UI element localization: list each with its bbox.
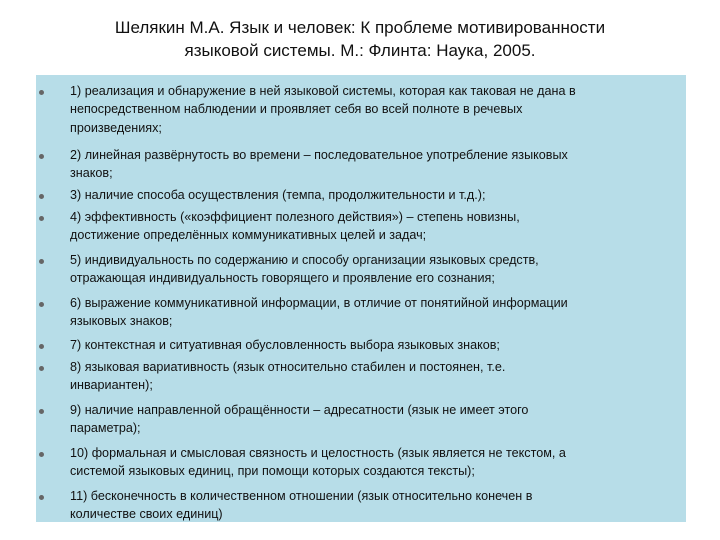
list-item-line: 1) реализация и обнаружение в ней языковой системы, которая как таковая не дана в xyxy=(70,84,576,98)
list-item-line: 6) выражение коммуникативной информации, в отличие от понятийной информации xyxy=(70,296,568,310)
list-item-line: 5) индивидуальность по содержанию и способу организации языковых средств, xyxy=(70,253,539,267)
bullet-dot xyxy=(39,409,44,414)
title-line-1: Шелякин М.А. Язык и человек: К проблеме мотивированности xyxy=(114,18,606,37)
list-item-text xyxy=(70,208,680,245)
list-item-line: языковых знаков; xyxy=(70,314,173,329)
bullet-dot xyxy=(39,154,44,159)
list-item-text xyxy=(70,487,680,524)
list-item-text xyxy=(70,294,680,331)
list-item xyxy=(70,487,680,524)
list-item-line: 4) эффективность («коэффициент полезного действия») – степень новизны, xyxy=(70,210,520,224)
bullet-dot xyxy=(39,366,44,371)
list-item xyxy=(70,401,680,438)
list-item-text xyxy=(70,146,680,183)
list-item-line: 10) формальная и смысловая связность и целостность (язык является не текстом, а xyxy=(70,446,566,460)
list-item-text xyxy=(70,251,680,288)
bullet-dot xyxy=(39,194,44,199)
slide-title xyxy=(60,16,660,62)
list-item-line: 2) линейная развёрнутость во времени – последовательное употребление языковых xyxy=(70,148,568,162)
list-item xyxy=(70,358,680,395)
list-item xyxy=(70,186,680,204)
content-box xyxy=(36,75,686,522)
list-item-line: достижение определённых коммуникативных целей и задач; xyxy=(70,228,427,243)
list-item xyxy=(70,146,680,183)
bullet-dot xyxy=(39,495,44,500)
list-item-line: параметра); xyxy=(70,421,141,436)
bullet-dot xyxy=(39,259,44,264)
list-item xyxy=(70,336,680,354)
list-item-line: 7) контекстная и ситуативная обусловленность выбора языковых знаков; xyxy=(70,338,500,352)
list-item-line: количестве своих единиц) xyxy=(70,507,223,522)
bullet-dot xyxy=(39,302,44,307)
list-item-line: 11) бесконечность в количественном отношении (язык относительно конечен в xyxy=(70,489,533,503)
list-item-line: знаков; xyxy=(70,166,113,181)
list-item-text xyxy=(70,358,680,395)
list-item-text xyxy=(70,186,680,204)
list-item-line: непосредственном наблюдении и проявляет себя во всей полноте в речевых xyxy=(70,102,523,117)
list-item-line: 8) языковая вариативность (язык относительно стабилен и постоянен, т.е. xyxy=(70,360,506,374)
list-item-text xyxy=(70,336,680,354)
list-item xyxy=(70,294,680,331)
list-item-line: 9) наличие направленной обращённости – адресатности (язык не имеет этого xyxy=(70,403,529,417)
bullet-dot xyxy=(39,90,44,95)
bullet-dot xyxy=(39,344,44,349)
list-item xyxy=(70,82,680,137)
list-item-line: произведениях; xyxy=(70,120,162,135)
list-item xyxy=(70,208,680,245)
list-item-line: инвариантен); xyxy=(70,378,153,393)
list-item-line: отражающая индивидуальность говорящего и проявление его сознания; xyxy=(70,271,495,286)
list-item-line: 3) наличие способа осуществления (темпа, продолжительности и т.д.); xyxy=(70,188,486,202)
list-item-line: системой языковых единиц, при помощи которых создаются тексты); xyxy=(70,464,475,479)
list-item xyxy=(70,444,680,481)
list-item xyxy=(70,251,680,288)
bullet-dot xyxy=(39,216,44,221)
bullet-dot xyxy=(39,452,44,457)
list-item-text xyxy=(70,444,680,481)
list-item-text xyxy=(70,401,680,438)
list-item-text xyxy=(70,82,680,137)
title-line-2: языковой системы. М.: Флинта: Наука, 2005. xyxy=(184,41,536,60)
